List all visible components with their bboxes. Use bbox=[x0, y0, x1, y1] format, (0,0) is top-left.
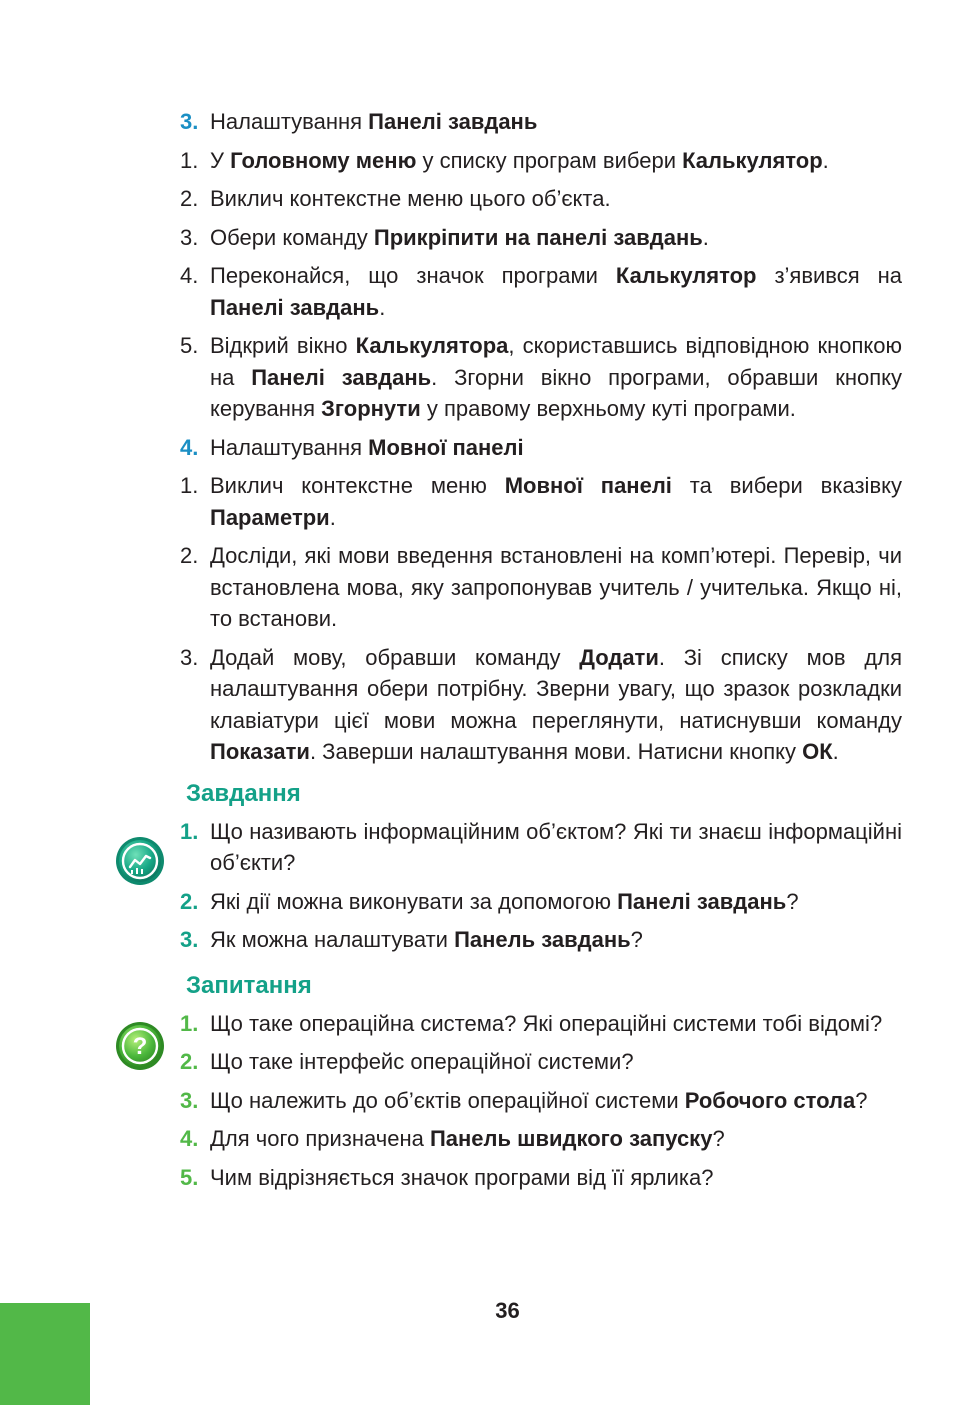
bold-term: Панель завдань bbox=[454, 927, 631, 952]
item-number: 2. bbox=[180, 1049, 199, 1074]
item-text: Досліди, які мови введення встановлені на комп’ютері. Перевір, чи встановлена мова, яку запропонував учитель / учителька. Якщо ні, то встанови. bbox=[210, 543, 902, 631]
item-number: 2. bbox=[180, 186, 199, 211]
item-text: . bbox=[702, 224, 709, 250]
list-item bbox=[180, 1162, 902, 1194]
questions-header bbox=[180, 970, 902, 1001]
section-number: 3. bbox=[180, 109, 199, 134]
item-number: 1. bbox=[180, 818, 199, 844]
item-text: у списку програм вибери bbox=[416, 147, 683, 173]
item-text: Для чого призначена bbox=[210, 1126, 430, 1151]
bold-term: ОК bbox=[802, 739, 833, 764]
item-number: 2. bbox=[180, 888, 199, 914]
item-text: . Заверши налаштування мови. Натисни кнопку bbox=[309, 739, 803, 764]
list-item bbox=[180, 183, 902, 215]
item-text: . bbox=[822, 147, 829, 173]
item-number: 3. bbox=[180, 224, 199, 250]
item-number: 1. bbox=[180, 1010, 199, 1036]
item-text: Що називають інформаційним об’єктом? Які ти знаєш інформаційні об’єкти? bbox=[210, 818, 902, 875]
list-item bbox=[180, 330, 902, 425]
tasks-header bbox=[180, 778, 902, 809]
list-item bbox=[180, 1046, 902, 1078]
bold-term: Робочого стола bbox=[684, 1087, 856, 1113]
section-title-bold: Мовної панелі bbox=[368, 434, 524, 460]
item-text: Переконайся, що значок програми bbox=[210, 263, 616, 288]
item-number: 5. bbox=[180, 1164, 199, 1190]
item-text: . Згорни вікно програми, обравши кнопку керування bbox=[210, 364, 902, 421]
item-text: Як можна налаштувати bbox=[210, 927, 455, 952]
section-title-bold: Панелі завдань bbox=[368, 109, 538, 134]
item-text: Що належить до об’єктів операційної системи bbox=[210, 1087, 685, 1113]
item-text: у правому верхньому куті програми. bbox=[420, 396, 796, 421]
item-text: ? bbox=[712, 1126, 725, 1151]
bold-term: Прикріпити на панелі завдань bbox=[373, 224, 703, 250]
item-text: . bbox=[329, 504, 336, 530]
svg-text:?: ? bbox=[132, 1033, 148, 1060]
questions-list bbox=[180, 1008, 902, 1194]
list-item bbox=[180, 886, 902, 918]
list-item bbox=[180, 642, 902, 768]
bold-term: Параметри bbox=[210, 504, 330, 530]
item-text: . bbox=[379, 294, 386, 320]
bold-term: Згорнути bbox=[321, 396, 421, 421]
tasks-list bbox=[180, 816, 902, 956]
item-number: 5. bbox=[180, 333, 199, 358]
section-4-steps bbox=[180, 470, 902, 768]
item-text: Що таке інтерфейс операційної системи? bbox=[210, 1049, 634, 1074]
section-title-text: Налаштування bbox=[210, 434, 369, 460]
bold-term: Калькулятора bbox=[355, 333, 509, 358]
section-title-text: Налаштування bbox=[210, 109, 369, 134]
bold-term: Показати bbox=[210, 739, 310, 764]
bold-term: Панелі завдань bbox=[210, 294, 380, 320]
item-number: 4. bbox=[180, 1126, 199, 1151]
item-number: 1. bbox=[180, 147, 199, 173]
item-number: 3. bbox=[180, 1087, 199, 1113]
bold-term: Калькулятор bbox=[615, 263, 757, 288]
list-item bbox=[180, 470, 902, 533]
item-text: та вибери вказівку bbox=[671, 473, 903, 498]
item-text: Що таке операційна система? Які операційні системи тобі відомі? bbox=[210, 1010, 883, 1036]
page-content bbox=[180, 106, 902, 1193]
item-text: , скориставшись відповідною кнопкою на bbox=[210, 333, 902, 390]
item-text: Виклич контекстне меню цього об’єкта. bbox=[210, 186, 611, 211]
item-number: 2. bbox=[180, 543, 199, 568]
bold-term: Мовної панелі bbox=[504, 473, 672, 498]
list-item bbox=[180, 1008, 902, 1040]
item-text: ? bbox=[855, 1087, 868, 1113]
page-number: 36 bbox=[495, 1298, 520, 1323]
section-3-steps bbox=[180, 145, 902, 425]
item-text: ? bbox=[630, 927, 643, 952]
questions-title: Запитання bbox=[186, 971, 312, 999]
green-page-tab bbox=[0, 1303, 90, 1405]
list-item bbox=[180, 145, 902, 177]
item-text: Відкрий вікно bbox=[210, 333, 356, 358]
item-text: з’явився на bbox=[756, 263, 903, 288]
bold-term: Панелі завдань bbox=[251, 364, 432, 390]
list-item bbox=[180, 1085, 902, 1117]
list-item bbox=[180, 816, 902, 879]
bold-term: Панелі завдань bbox=[617, 888, 787, 914]
bold-term: Головному меню bbox=[230, 147, 417, 173]
list-item bbox=[180, 1123, 902, 1155]
item-text: Додай мову, обравши команду bbox=[210, 644, 580, 670]
item-text: ? bbox=[786, 888, 799, 914]
tasks-title: Завдання bbox=[186, 779, 301, 807]
section-number: 4. bbox=[180, 434, 199, 460]
section-4-heading bbox=[180, 432, 902, 464]
chart-growth-icon bbox=[115, 836, 165, 886]
item-text: Виклич контекстне меню bbox=[210, 473, 505, 498]
list-item bbox=[180, 540, 902, 635]
item-text: Чим відрізняється значок програми від її ярлика? bbox=[210, 1164, 714, 1190]
item-number: 3. bbox=[180, 927, 199, 952]
list-item bbox=[180, 222, 902, 254]
item-number: 4. bbox=[180, 263, 199, 288]
list-item bbox=[180, 924, 902, 956]
list-item bbox=[180, 260, 902, 323]
section-3-heading bbox=[180, 106, 902, 138]
question-mark-icon bbox=[115, 1021, 165, 1071]
item-text: . Зі списку мов для налаштування обери потрібну. Зверни увагу, що зразок розкладки клавіатури цієї мови можна переглянути, натиснувши команду bbox=[210, 644, 902, 733]
item-number: 3. bbox=[180, 644, 199, 670]
item-text: У bbox=[210, 147, 231, 173]
bold-term: Додати bbox=[579, 644, 659, 670]
bold-term: Панель швидкого запуску bbox=[429, 1126, 713, 1151]
item-text: . bbox=[832, 739, 839, 764]
item-text: Які дії можна виконувати за допомогою bbox=[210, 888, 618, 914]
item-text: Обери команду bbox=[210, 224, 374, 250]
item-number: 1. bbox=[180, 473, 199, 498]
bold-term: Калькулятор bbox=[682, 147, 823, 173]
